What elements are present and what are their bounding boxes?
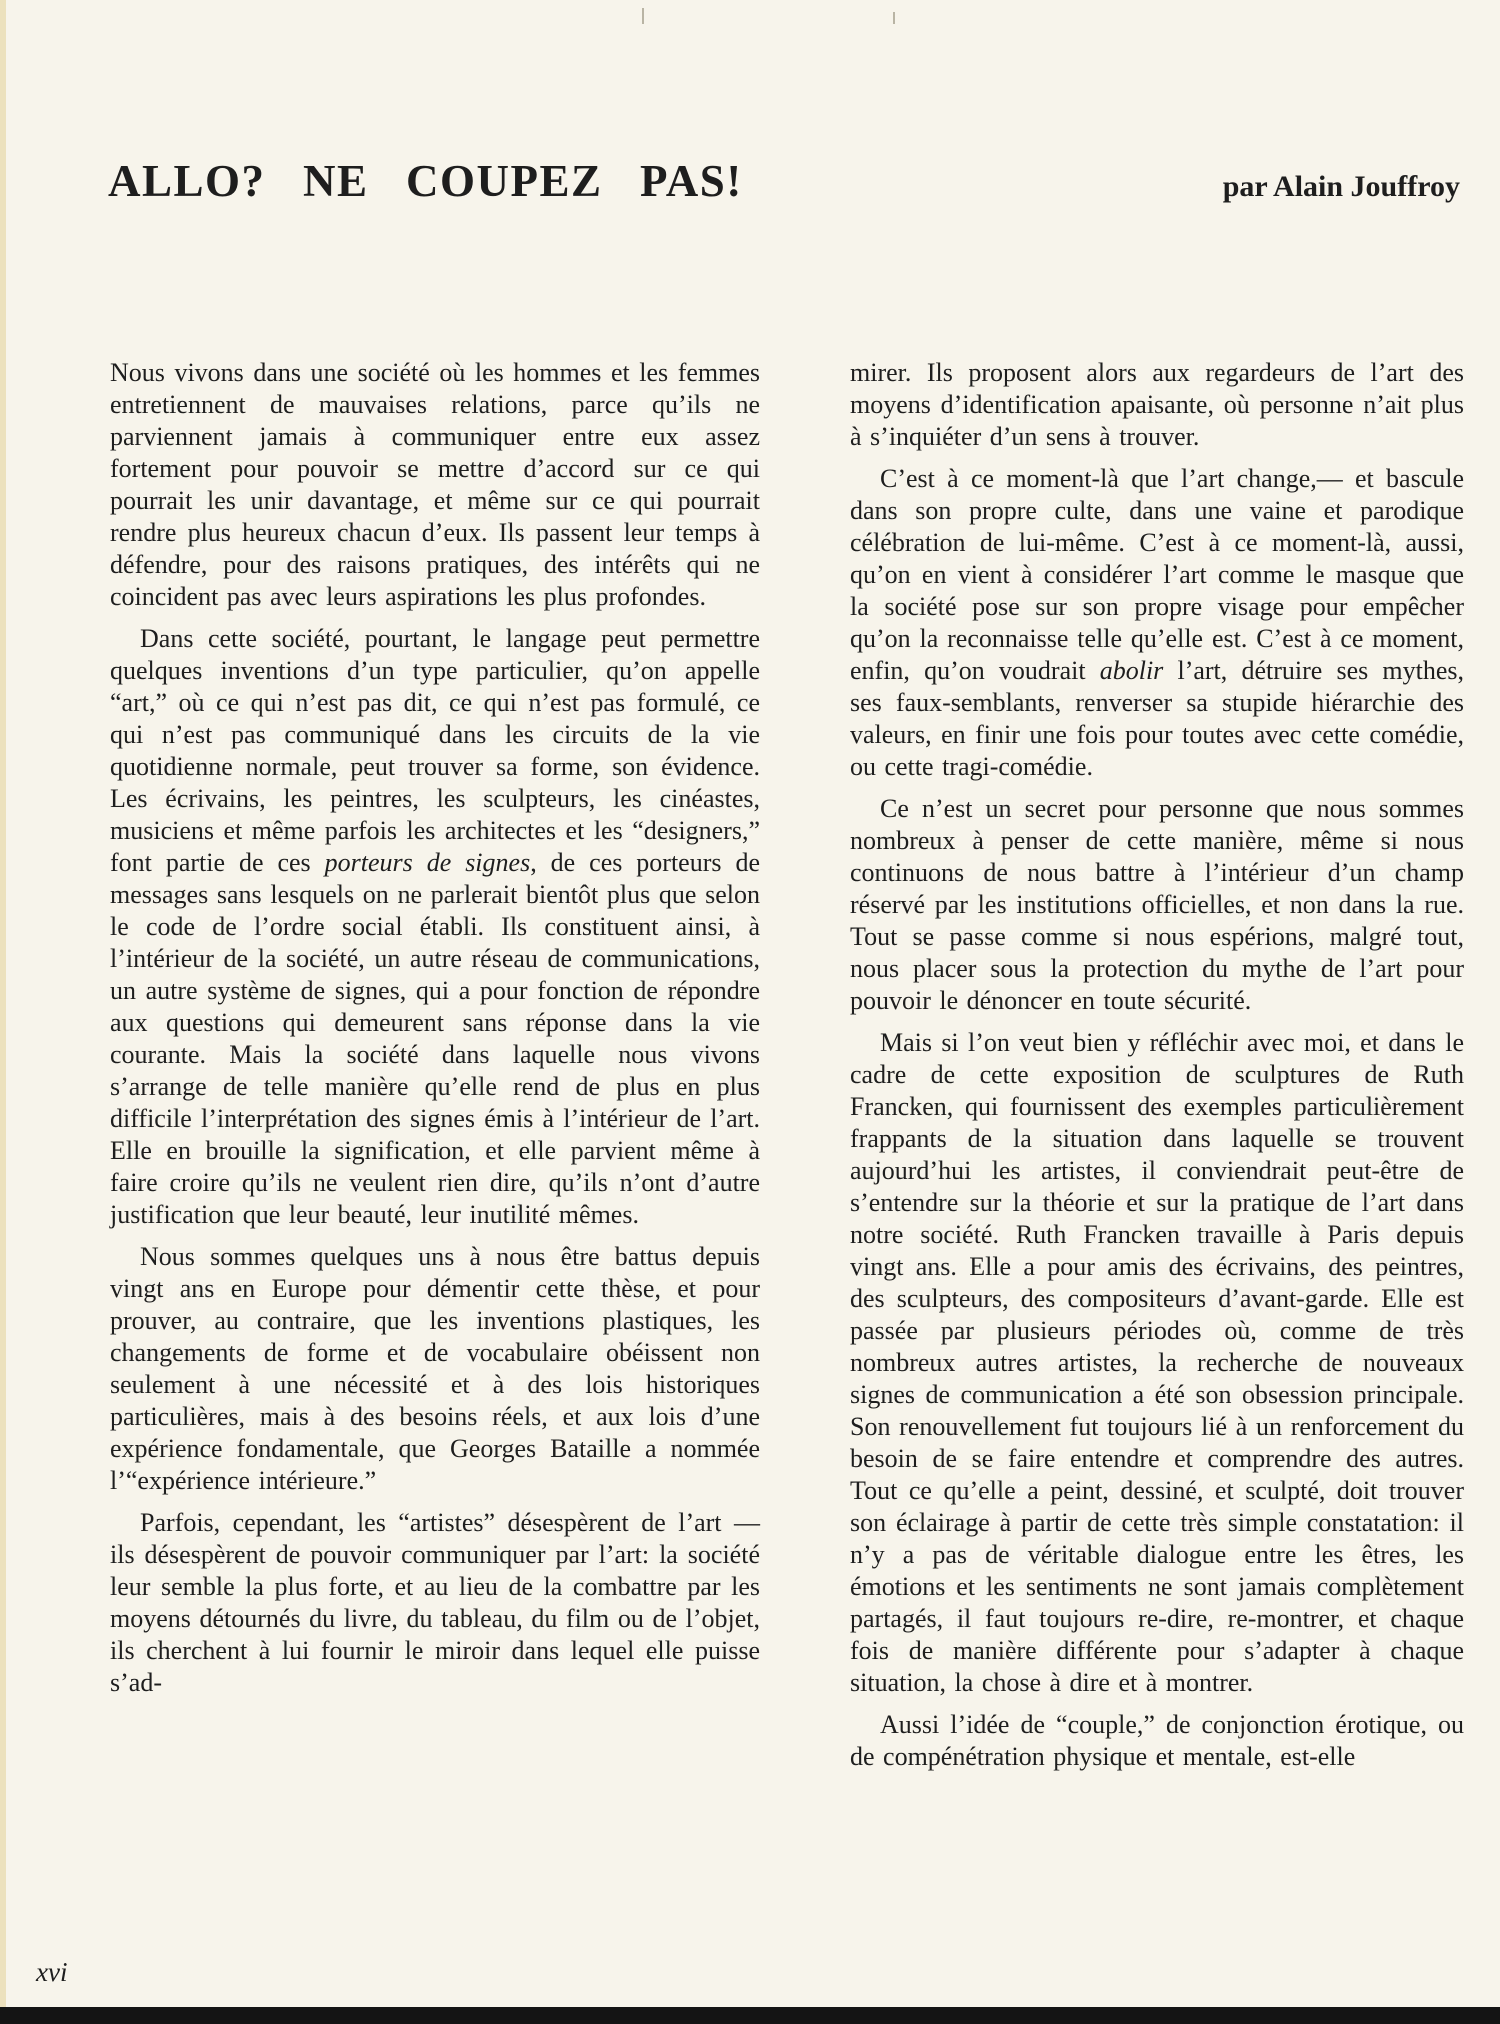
scan-edge-left [0,0,6,2024]
paragraph [850,793,1464,1017]
text-column-left [110,357,760,1783]
article-byline: par Alain Jouffroy [1222,170,1460,203]
scan-speck [642,8,644,24]
text-segment: l’art, détruire ses mythes, ses faux-semblants, renverser sa stupide hiérarchie des valeurs, en finir une fois pour toutes avec cette comédie, ou cette tragi-comédie. [850,656,1465,782]
text-segment: C’est à ce moment-là que l’art change,— et bascule dans son propre culte, dans une vaine et parodique célébration de lui-même. C’est à ce moment-là, aussi, qu’on en vient à considérer l’art comme le masque que la société pose sur son propre visage pour empêcher qu’on la reconnaisse telle qu’elle est. C’est à ce moment, enfin, qu’on voudrait [850,464,1464,686]
text-segment: Mais si l’on veut bien y réfléchir avec moi, et dans le cadre de cette exposition de sculptures de Ruth Francken, qui fournissent des exemples particulièrement frappants de la situation dans laquelle se trouvent aujourd’hui les artistes, il conviendrait peut-être de s’entendre sur la théorie et sur la pratique de l’art dans notre société. Ruth Francken travaille à Paris depuis vingt ans. Elle a pour amis des écrivains, des peintres, des sculpteurs, des compositeurs d’avant-garde. Elle est passée par plusieurs périodes où, comme de très nombreux autres artistes, la recherche de nouveaux signes de communication a été son obsession principale. Son renouvellement fut toujours lié à un renforcement du besoin de se faire entendre et comprendre des autres. Tout ce qu’elle a peint, dessiné, et sculpté, doit trouver son éclairage à partir de cette très simple constatation: il n’y a pas de véritable dialogue entre les êtres, les émotions et les sentiments ne sont jamais complètement partagés, il faut toujours re-dire, re-montrer, et chaque fois de manière différente pour s’adapter à chaque situation, la chose à dire et à montrer. [850,1028,1464,1698]
scan-edge-bottom [0,2007,1500,2024]
paragraph [110,1241,760,1497]
text-segment: Parfois, cependant, les “artistes” désespèrent de l’art — ils désespèrent de pouvoir communiquer par l’art: la société leur semble la plus forte, et au lieu de la combattre par les moyens détournés du livre, du tableau, du film ou de l’objet, ils cherchent à lui fournir le miroir dans lequel elle puisse s’ad- [110,1508,760,1698]
text-column-right [850,357,1464,1783]
page-number: xvi [36,1957,68,1987]
article-title: ALLO? NE COUPEZ PAS! [108,156,743,206]
text-segment: porteurs de signes [324,848,531,878]
paragraph [110,357,760,613]
text-segment: Dans cette société, pourtant, le langage peut permettre quelques inventions d’un type particulier, qu’on appelle “art,” où ce qui n’est pas dit, ce qui n’est pas formulé, ce qui n’est pas communiqué dans les circuits de la vie quotidienne normale, peut trouver sa forme, son évidence. Les écrivains, les peintres, les sculpteurs, les cinéastes, musiciens et même parfois les architectes et les “designers,” font partie de ces [110,624,760,878]
paragraph [850,1027,1464,1699]
text-segment: Ce n’est un secret pour personne que nous sommes nombreux à penser de cette manière, même si nous continuons de nous battre à l’intérieur d’un champ réservé par les institutions officielles, et non dans la rue. Tout se passe comme si nous espérions, malgré tout, nous placer sous la protection du mythe de l’art pour pouvoir le dénoncer en toute sécurité. [850,794,1464,1016]
text-segment: , de ces porteurs de messages sans lesquels on ne parlerait bientôt plus que selon le code de l’ordre social établi. Ils constituent ainsi, à l’intérieur de la société, un autre réseau de communications, un autre système de signes, qui a pour fonction de répondre aux questions qui demeurent sans réponse dans la vie courante. Mais la société dans laquelle nous vivons s’arrange de telle manière qu’elle rend de plus en plus difficile l’interprétation des signes émis à l’intérieur de l’art. Elle en brouille la signification, et elle parvient même à faire croire qu’ils ne veulent rien dire, qu’ils n’ont d’autre justification que leur beauté, leur inutilité mêmes. [110,848,760,1230]
paragraph [110,1507,760,1699]
paragraph [850,463,1464,783]
paragraph [110,623,760,1231]
text-segment: Aussi l’idée de “couple,” de conjonction érotique, ou de compénétration physique et mentale, est-elle [850,1710,1464,1772]
text-segment: Nous sommes quelques uns à nous être battus depuis vingt ans en Europe pour démentir cette thèse, et pour prouver, au contraire, que les inventions plastiques, les changements de forme et de vocabulaire obéissent non seulement à une nécessité et à des lois historiques particulières, mais à des besoins réels, et aux lois d’une expérience fondamentale, que Georges Bataille a nommée l’“expérience intérieure.” [110,1242,760,1496]
article-header [0,0,1500,205]
article-body [110,357,1500,1783]
paragraph [850,357,1464,453]
text-segment: Nous vivons dans une société où les hommes et les femmes entretiennent de mauvaises relations, parce qu’ils ne parviennent jamais à communiquer entre eux assez fortement pour pouvoir se mettre d’accord sur ce qui pourrait les unir davantage, et même sur ce qui pourrait rendre plus heureux chacun d’eux. Ils passent leur temps à défendre, pour des raisons pratiques, des intérêts qui ne coincident pas avec leurs aspirations les plus profondes. [110,358,760,612]
scan-speck [893,12,895,24]
text-segment: mirer. Ils proposent alors aux regardeurs de l’art des moyens d’identification apaisante, où personne n’ait plus à s’inquiéter d’un sens à trouver. [850,358,1464,452]
text-segment: abolir [1099,656,1164,686]
paragraph [850,1709,1464,1773]
